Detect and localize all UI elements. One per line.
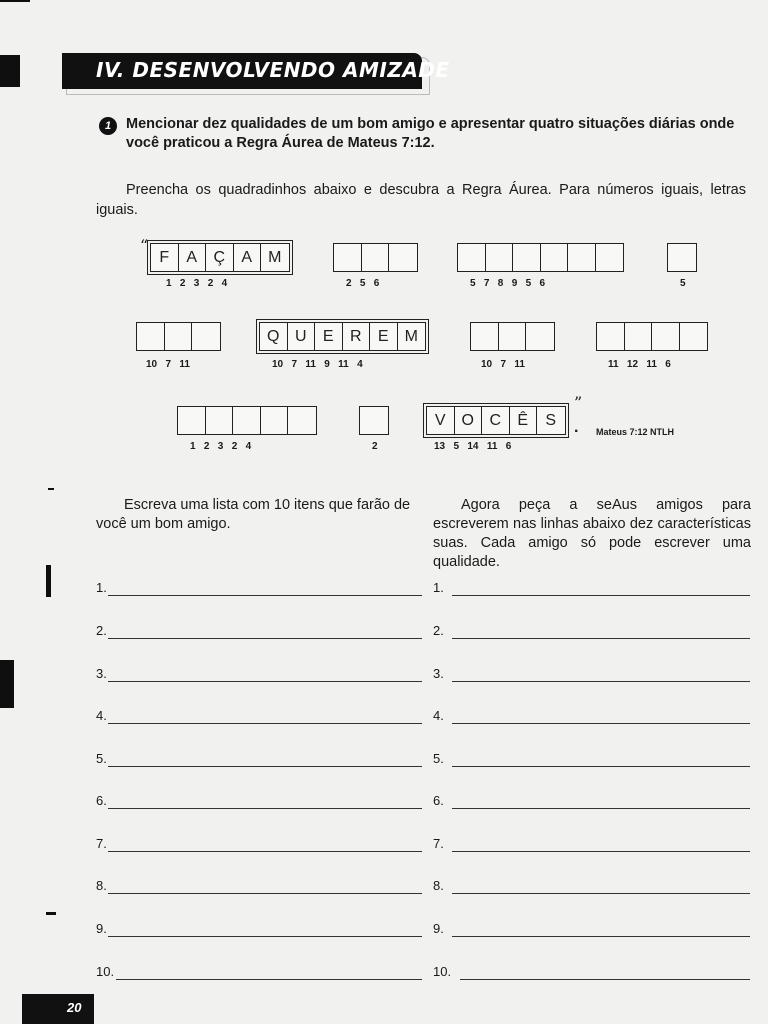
letter-box[interactable]: E [315, 323, 343, 350]
letter-box[interactable] [334, 244, 362, 271]
letter-box[interactable] [499, 323, 527, 350]
left-column-answer-line[interactable] [108, 595, 422, 596]
letter-box[interactable] [261, 407, 289, 434]
letter-box[interactable]: F [151, 244, 179, 271]
letter-box[interactable] [541, 244, 569, 271]
letter-box[interactable] [288, 407, 316, 434]
left-column-item-number: 9. [96, 921, 107, 936]
page-number: 20 [22, 994, 94, 1024]
letter-box-group [596, 322, 708, 351]
letter-box-group [333, 243, 418, 272]
right-column-item-number: 7. [433, 836, 444, 851]
letter-box[interactable]: A [179, 244, 207, 271]
binding-mark [0, 660, 14, 708]
left-column-answer-line[interactable] [108, 808, 422, 809]
right-column-text: Agora peça a seAus amigos para escreverem nas linhas abaixo dez características suas. Cada amigo só pode escrever uma qualidade. [433, 497, 751, 570]
left-column-answer-line[interactable] [108, 638, 422, 639]
number-code: 2 5 6 [346, 278, 380, 289]
close-quote: ” [574, 393, 583, 412]
left-column-answer-line[interactable] [108, 723, 422, 724]
right-column-answer-line[interactable] [452, 851, 750, 852]
left-column-item-number: 1. [96, 580, 107, 595]
open-quote: “ [140, 236, 149, 255]
letter-box[interactable]: Q [260, 323, 288, 350]
letter-box[interactable] [526, 323, 554, 350]
letter-box[interactable] [652, 323, 680, 350]
letter-box[interactable] [568, 244, 596, 271]
right-column-answer-line[interactable] [452, 638, 750, 639]
letter-box[interactable] [625, 323, 653, 350]
number-code: 10 7 11 [481, 359, 525, 370]
right-column-answer-line[interactable] [452, 936, 750, 937]
left-column-item-number: 2. [96, 623, 107, 638]
number-code: 1 2 3 2 4 [190, 441, 252, 452]
binding-mark [0, 55, 20, 87]
letter-box-group [150, 243, 290, 272]
right-column-item-number: 3. [433, 666, 444, 681]
right-column-item-number: 6. [433, 793, 444, 808]
letter-box[interactable]: C [482, 407, 510, 434]
left-column-item-number: 10. [96, 964, 115, 979]
section-title: IV. DESENVOLVENDO AMIZADE [96, 58, 450, 82]
left-column-answer-line[interactable] [108, 681, 422, 682]
letter-box[interactable]: Ç [206, 244, 234, 271]
letter-box[interactable]: Ê [510, 407, 538, 434]
letter-box-group [457, 243, 624, 272]
letter-box-group [259, 322, 426, 351]
binding-mark [46, 565, 51, 597]
number-code: 1 2 3 2 4 [166, 278, 228, 289]
letter-box[interactable]: U [288, 323, 316, 350]
letter-box[interactable] [486, 244, 514, 271]
right-column-item-number: 5. [433, 751, 444, 766]
right-column-item-number: 1. [433, 580, 444, 595]
right-column-item-number: 10. [433, 964, 452, 979]
bible-reference: Mateus 7:12 NTLH [596, 427, 675, 437]
objective-text: Mencionar dez qualidades de um bom amigo e apresentar quatro situações diárias onde você praticou a Regra Áurea de Mateus 7:12. [126, 116, 735, 151]
right-column-item-number: 2. [433, 623, 444, 638]
right-column-item-number: 9. [433, 921, 444, 936]
left-column-answer-line[interactable] [108, 851, 422, 852]
period: . [574, 419, 579, 436]
left-column-answer-line[interactable] [108, 893, 422, 894]
right-column-answer-line[interactable] [452, 595, 750, 596]
left-column-answer-line[interactable] [108, 766, 422, 767]
right-column-item-number: 8. [433, 878, 444, 893]
left-column-item-number: 5. [96, 751, 107, 766]
left-column-item-number: 7. [96, 836, 107, 851]
right-column-answer-line[interactable] [460, 979, 750, 980]
letter-box[interactable] [389, 244, 417, 271]
letter-box[interactable]: A [234, 244, 262, 271]
letter-box[interactable] [178, 407, 206, 434]
letter-box[interactable]: V [427, 407, 455, 434]
right-column-answer-line[interactable] [452, 893, 750, 894]
letter-box-group [426, 406, 566, 435]
letter-box[interactable] [596, 244, 624, 271]
instruction-text: Preencha os quadradinhos abaixo e descubra a Regra Áurea. Para números iguais, letras iguais. [96, 182, 746, 218]
letter-box-group [136, 322, 221, 351]
letter-box[interactable]: M [404, 327, 418, 345]
number-code: 2 [372, 441, 378, 452]
right-column-answer-line[interactable] [452, 681, 750, 682]
number-code: 13 5 14 11 6 [434, 441, 512, 452]
letter-box-group [470, 322, 555, 351]
binding-mark [0, 0, 30, 2]
letter-box[interactable]: E [370, 323, 398, 350]
left-column-item-number: 6. [96, 793, 107, 808]
binding-mark [46, 912, 56, 915]
right-column-answer-line[interactable] [452, 808, 750, 809]
letter-box[interactable] [680, 323, 708, 350]
left-column-answer-line[interactable] [116, 979, 422, 980]
left-column-text: Escreva uma lista com 10 itens que farão de você um bom amigo. [96, 497, 411, 532]
letter-box[interactable] [137, 323, 165, 350]
letter-box-group [667, 243, 697, 272]
letter-box[interactable] [362, 244, 390, 271]
letter-box-group [359, 406, 389, 435]
letter-box[interactable] [471, 323, 499, 350]
right-column-answer-line[interactable] [452, 766, 750, 767]
letter-box[interactable] [233, 407, 261, 434]
number-code: 10 7 11 [146, 359, 190, 370]
right-column-item-number: 4. [433, 708, 444, 723]
letter-box[interactable] [668, 244, 696, 271]
objective-number-badge: 1 [99, 117, 117, 135]
number-code: 5 [680, 278, 686, 289]
letter-box[interactable]: M [268, 248, 282, 266]
letter-box[interactable] [206, 407, 234, 434]
left-column-item-number: 4. [96, 708, 107, 723]
letter-box[interactable]: S [545, 411, 557, 429]
binding-mark [48, 488, 54, 490]
letter-box[interactable] [192, 323, 220, 350]
letter-box[interactable]: R [343, 323, 371, 350]
letter-box[interactable] [597, 323, 625, 350]
number-code: 5 7 8 9 5 6 [470, 278, 546, 289]
letter-box[interactable] [165, 323, 193, 350]
letter-box-group [177, 406, 317, 435]
right-column-answer-line[interactable] [452, 723, 750, 724]
letter-box[interactable] [458, 244, 486, 271]
letter-box[interactable]: O [455, 407, 483, 434]
left-column-item-number: 3. [96, 666, 107, 681]
number-code: 11 12 11 6 [608, 359, 671, 370]
left-column-item-number: 8. [96, 878, 107, 893]
number-code: 10 7 11 9 11 4 [272, 359, 363, 370]
left-column-answer-line[interactable] [108, 936, 422, 937]
letter-box[interactable] [513, 244, 541, 271]
letter-box[interactable] [360, 407, 388, 434]
